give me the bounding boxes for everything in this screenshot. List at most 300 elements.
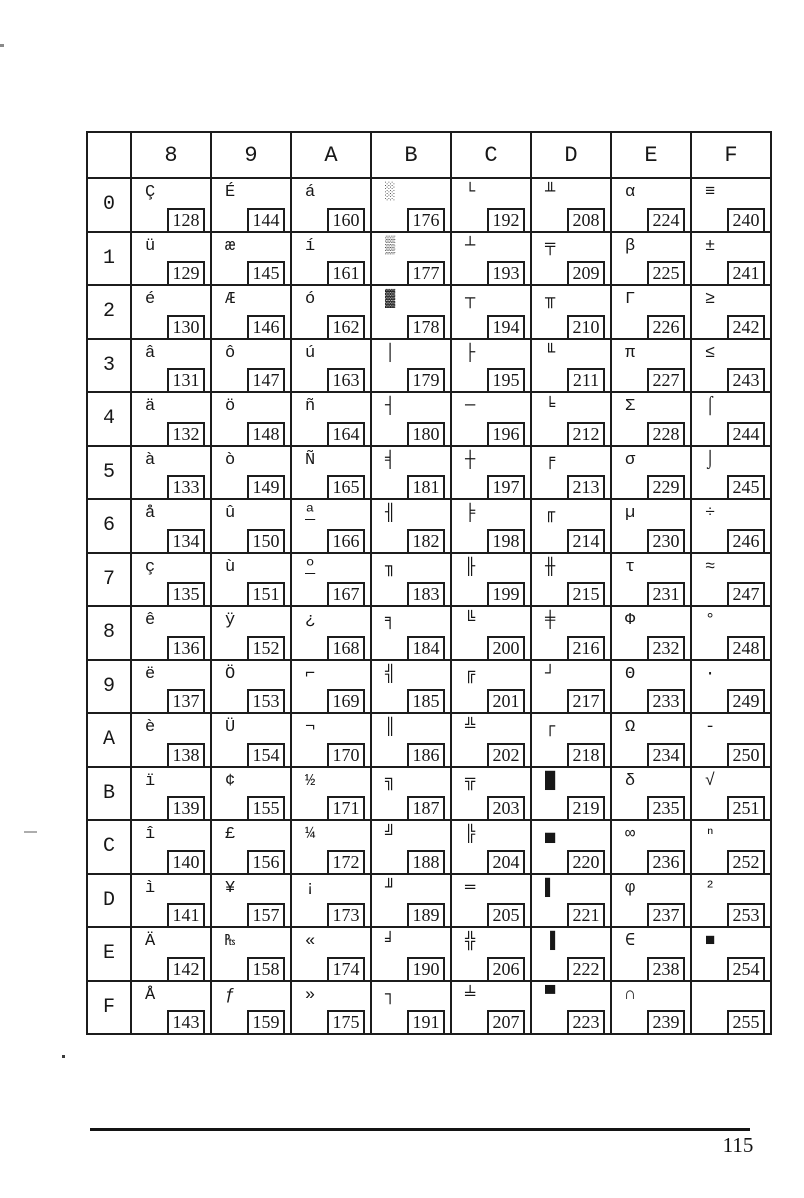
char-cell-193 [451, 232, 531, 286]
table-row-5 [87, 446, 771, 500]
char-glyph: ∞ [625, 825, 636, 844]
char-code-box: 228 [647, 422, 685, 447]
char-glyph: ├ [465, 343, 476, 363]
char-code-box: 239 [647, 1010, 685, 1035]
char-cell-130 [131, 285, 211, 339]
char-glyph: Æ [225, 290, 236, 309]
char-cell-210 [531, 285, 611, 339]
char-code-box: 180 [407, 422, 445, 447]
char-glyph: ┌ [545, 718, 556, 737]
char-cell-214 [531, 499, 611, 553]
char-code-box: 204 [487, 850, 525, 875]
char-cell-180 [371, 392, 451, 446]
char-code-box: 139 [167, 796, 205, 821]
char-code-box: 151 [247, 582, 285, 607]
char-glyph: ╦ [465, 771, 476, 791]
char-code-box: 188 [407, 850, 445, 875]
char-code-box: 176 [407, 208, 445, 233]
char-cell-195 [451, 339, 531, 393]
char-cell-208 [531, 178, 611, 232]
char-cell-204 [451, 820, 531, 874]
row-header-E: E [87, 927, 131, 981]
char-glyph: α [625, 183, 636, 202]
char-code-box: 148 [247, 422, 285, 447]
char-code-box: 160 [327, 208, 365, 233]
char-glyph: ¡ [305, 878, 316, 898]
char-cell-128 [131, 178, 211, 232]
char-code-box: 197 [487, 475, 525, 500]
footer-rule [90, 1128, 750, 1131]
char-code-box: 143 [167, 1010, 205, 1035]
column-header-E: E [611, 132, 691, 178]
char-code-box: 155 [247, 796, 285, 821]
column-header-C: C [451, 132, 531, 178]
char-cell-234 [611, 713, 691, 767]
char-cell-186 [371, 713, 451, 767]
char-cell-156 [211, 820, 291, 874]
char-cell-249 [691, 660, 771, 714]
char-cell-205 [451, 874, 531, 928]
char-glyph: â [145, 343, 156, 363]
char-cell-230 [611, 499, 691, 553]
char-glyph: σ [625, 450, 636, 470]
char-glyph: Γ [625, 290, 636, 309]
char-cell-188 [371, 820, 451, 874]
char-cell-140 [131, 820, 211, 874]
char-cell-191 [371, 981, 451, 1035]
char-cell-147 [211, 339, 291, 393]
char-glyph: ╙ [545, 343, 556, 363]
char-glyph: ± [705, 236, 716, 256]
column-header-D: D [531, 132, 611, 178]
char-glyph: ╓ [545, 504, 556, 523]
char-glyph: ü [145, 236, 156, 256]
char-code-box: 214 [567, 529, 605, 554]
char-glyph: Ç [145, 183, 156, 202]
char-cell-138 [131, 713, 211, 767]
row-header-4: 4 [87, 392, 131, 446]
char-glyph: º [305, 557, 316, 577]
char-glyph: ≡ [705, 183, 716, 202]
char-glyph: ¬ [305, 718, 316, 737]
char-glyph: ╨ [545, 183, 556, 202]
char-code-box: 221 [567, 903, 605, 928]
char-code-box: 212 [567, 422, 605, 447]
char-glyph: ╗ [385, 771, 396, 791]
row-header-A: A [87, 713, 131, 767]
char-glyph: î [145, 825, 156, 844]
char-code-box: 209 [567, 261, 605, 286]
char-code-box: 216 [567, 636, 605, 661]
char-glyph: ╒ [545, 450, 556, 470]
char-code-box: 249 [727, 689, 765, 714]
char-glyph: ≈ [705, 557, 716, 577]
char-code-box: 130 [167, 315, 205, 340]
char-cell-172 [291, 820, 371, 874]
char-cell-162 [291, 285, 371, 339]
char-glyph: Ä [145, 932, 156, 951]
char-glyph: ╠ [465, 825, 476, 844]
char-code-box: 200 [487, 636, 525, 661]
char-cell-207 [451, 981, 531, 1035]
char-code-box: 198 [487, 529, 525, 554]
char-code-box: 241 [727, 261, 765, 286]
char-glyph: δ [625, 771, 636, 791]
char-cell-218 [531, 713, 611, 767]
char-code-box: 211 [567, 368, 605, 393]
char-cell-206 [451, 927, 531, 981]
row-header-5: 5 [87, 446, 131, 500]
scan-artifact [24, 831, 37, 833]
char-code-box: 174 [327, 957, 365, 982]
char-cell-139 [131, 767, 211, 821]
char-glyph: ù [225, 557, 236, 577]
table-row-A [87, 713, 771, 767]
char-cell-215 [531, 553, 611, 607]
char-glyph: ▄ [545, 825, 556, 844]
page-number: 115 [722, 1133, 754, 1157]
char-code-box: 152 [247, 636, 285, 661]
char-cell-223 [531, 981, 611, 1035]
char-code-box: 184 [407, 636, 445, 661]
char-cell-254 [691, 927, 771, 981]
char-code-box: 170 [327, 743, 365, 768]
char-cell-184 [371, 606, 451, 660]
char-cell-169 [291, 660, 371, 714]
table-row-6 [87, 499, 771, 553]
char-glyph: ú [305, 343, 316, 363]
char-code-box: 132 [167, 422, 205, 447]
char-glyph: » [305, 985, 316, 1005]
char-glyph: √ [705, 771, 716, 791]
char-code-box: 248 [727, 636, 765, 661]
char-cell-238 [611, 927, 691, 981]
char-code-box: 165 [327, 475, 365, 500]
char-glyph: ƒ [225, 985, 236, 1005]
char-cell-190 [371, 927, 451, 981]
char-cell-163 [291, 339, 371, 393]
char-code-box: 149 [247, 475, 285, 500]
char-code-box: 161 [327, 261, 365, 286]
char-cell-225 [611, 232, 691, 286]
char-code-box: 207 [487, 1010, 525, 1035]
char-cell-154 [211, 713, 291, 767]
char-cell-174 [291, 927, 371, 981]
char-cell-203 [451, 767, 531, 821]
table-row-4 [87, 392, 771, 446]
char-glyph: ╝ [385, 825, 396, 844]
char-glyph: ä [145, 397, 156, 416]
char-code-box: 173 [327, 903, 365, 928]
char-cell-252 [691, 820, 771, 874]
char-cell-164 [291, 392, 371, 446]
char-code-box: 179 [407, 368, 445, 393]
char-glyph: Ü [225, 718, 236, 737]
char-glyph: ╬ [465, 932, 476, 951]
char-code-box: 183 [407, 582, 445, 607]
table-row-8 [87, 606, 771, 660]
char-glyph: ■ [705, 932, 716, 951]
char-cell-243 [691, 339, 771, 393]
char-code-box: 242 [727, 315, 765, 340]
table-row-2 [87, 285, 771, 339]
char-glyph: ╪ [545, 611, 556, 630]
row-header-F: F [87, 981, 131, 1035]
char-code-box: 224 [647, 208, 685, 233]
char-cell-145 [211, 232, 291, 286]
corner-cell [87, 132, 131, 178]
char-code-box: 162 [327, 315, 365, 340]
char-glyph: ┼ [465, 450, 476, 470]
char-code-box: 231 [647, 582, 685, 607]
char-cell-165 [291, 446, 371, 500]
table-row-B [87, 767, 771, 821]
row-header-8: 8 [87, 606, 131, 660]
char-code-box: 217 [567, 689, 605, 714]
table-row-D [87, 874, 771, 928]
char-code-box: 128 [167, 208, 205, 233]
char-cell-153 [211, 660, 291, 714]
char-cell-198 [451, 499, 531, 553]
char-glyph: ≤ [705, 343, 716, 363]
char-cell-216 [531, 606, 611, 660]
char-glyph: ╕ [385, 611, 396, 630]
char-code-box: 146 [247, 315, 285, 340]
char-cell-213 [531, 446, 611, 500]
char-code-box: 141 [167, 903, 205, 928]
row-header-6: 6 [87, 499, 131, 553]
char-cell-251 [691, 767, 771, 821]
char-code-box: 202 [487, 743, 525, 768]
char-cell-132 [131, 392, 211, 446]
char-code-box: 229 [647, 475, 685, 500]
char-code-box: 240 [727, 208, 765, 233]
char-cell-134 [131, 499, 211, 553]
char-code-box: 157 [247, 903, 285, 928]
char-glyph: ║ [385, 718, 396, 737]
char-code-box: 225 [647, 261, 685, 286]
char-code-box: 252 [727, 850, 765, 875]
char-cell-133 [131, 446, 211, 500]
char-glyph: ┤ [385, 397, 396, 416]
char-code-box: 218 [567, 743, 605, 768]
char-glyph: ╛ [385, 932, 396, 951]
char-code-box: 135 [167, 582, 205, 607]
char-cell-245 [691, 446, 771, 500]
char-glyph: á [305, 183, 316, 202]
char-glyph: ╟ [465, 557, 476, 577]
char-glyph: ∙ [705, 664, 716, 684]
char-cell-150 [211, 499, 291, 553]
char-glyph: ì [145, 878, 156, 898]
char-glyph: ╩ [465, 718, 476, 737]
row-header-C: C [87, 820, 131, 874]
char-code-box: 163 [327, 368, 365, 393]
char-cell-148 [211, 392, 291, 446]
char-code-box: 129 [167, 261, 205, 286]
char-glyph: ï [145, 771, 156, 791]
table-row-3 [87, 339, 771, 393]
char-code-box: 147 [247, 368, 285, 393]
char-cell-228 [611, 392, 691, 446]
char-glyph: Å [145, 985, 156, 1005]
char-cell-170 [291, 713, 371, 767]
char-cell-211 [531, 339, 611, 393]
char-cell-152 [211, 606, 291, 660]
char-cell-237 [611, 874, 691, 928]
char-cell-242 [691, 285, 771, 339]
char-code-box: 201 [487, 689, 525, 714]
char-code-box: 208 [567, 208, 605, 233]
char-glyph: Θ [625, 664, 636, 684]
char-glyph: è [145, 718, 156, 737]
char-glyph: ò [225, 450, 236, 470]
char-code-box: 206 [487, 957, 525, 982]
char-glyph: å [145, 504, 156, 523]
char-cell-146 [211, 285, 291, 339]
char-cell-253 [691, 874, 771, 928]
char-cell-167 [291, 553, 371, 607]
char-code-box: 213 [567, 475, 605, 500]
scan-artifact [0, 44, 4, 47]
char-cell-131 [131, 339, 211, 393]
char-cell-178 [371, 285, 451, 339]
char-code-box: 159 [247, 1010, 285, 1035]
char-glyph: ë [145, 664, 156, 684]
char-glyph: ╥ [545, 290, 556, 309]
column-header-A: A [291, 132, 371, 178]
char-code-box: 199 [487, 582, 525, 607]
char-code-box: 220 [567, 850, 605, 875]
char-code-box: 215 [567, 582, 605, 607]
char-code-box: 178 [407, 315, 445, 340]
char-glyph: É [225, 183, 236, 202]
char-cell-173 [291, 874, 371, 928]
char-code-box: 166 [327, 529, 365, 554]
char-glyph: £ [225, 825, 236, 844]
char-glyph: ∩ [625, 985, 636, 1005]
char-glyph: ╔ [465, 664, 476, 684]
char-code-box: 186 [407, 743, 445, 768]
char-code-box: 193 [487, 261, 525, 286]
char-glyph: π [625, 343, 636, 363]
char-cell-226 [611, 285, 691, 339]
char-glyph: ╤ [545, 236, 556, 256]
char-glyph: ° [705, 611, 716, 630]
char-glyph: ╜ [385, 878, 396, 898]
char-glyph: ¥ [225, 878, 236, 898]
char-cell-183 [371, 553, 451, 607]
column-header-F: F [691, 132, 771, 178]
char-cell-189 [371, 874, 451, 928]
char-glyph: ╢ [385, 504, 396, 523]
char-glyph: ½ [305, 771, 316, 791]
char-glyph: ª [305, 504, 316, 523]
char-glyph: ⌠ [705, 397, 716, 416]
char-cell-144 [211, 178, 291, 232]
char-cell-182 [371, 499, 451, 553]
char-cell-176 [371, 178, 451, 232]
char-cell-224 [611, 178, 691, 232]
char-code-box: 189 [407, 903, 445, 928]
char-glyph: - [705, 718, 716, 737]
char-glyph: é [145, 290, 156, 309]
char-cell-141 [131, 874, 211, 928]
table-row-9 [87, 660, 771, 714]
char-cell-158 [211, 927, 291, 981]
char-cell-160 [291, 178, 371, 232]
char-code-box: 245 [727, 475, 765, 500]
char-code-box: 182 [407, 529, 445, 554]
char-code-box: 247 [727, 582, 765, 607]
column-header-9: 9 [211, 132, 291, 178]
char-glyph: ö [225, 397, 236, 416]
character-code-table [86, 131, 772, 1035]
char-code-box: 234 [647, 743, 685, 768]
char-cell-247 [691, 553, 771, 607]
char-glyph: └ [465, 183, 476, 202]
char-cell-159 [211, 981, 291, 1035]
column-header-B: B [371, 132, 451, 178]
table-row-E [87, 927, 771, 981]
char-code-box: 190 [407, 957, 445, 982]
char-cell-220 [531, 820, 611, 874]
char-cell-151 [211, 553, 291, 607]
char-code-box: 153 [247, 689, 285, 714]
char-glyph: û [225, 504, 236, 523]
char-glyph: ê [145, 611, 156, 630]
row-header-B: B [87, 767, 131, 821]
char-cell-241 [691, 232, 771, 286]
char-cell-246 [691, 499, 771, 553]
char-glyph: ÷ [705, 504, 716, 523]
char-cell-194 [451, 285, 531, 339]
char-cell-135 [131, 553, 211, 607]
char-glyph: ╖ [385, 557, 396, 577]
row-header-9: 9 [87, 660, 131, 714]
table-row-1 [87, 232, 771, 286]
char-cell-244 [691, 392, 771, 446]
char-glyph: Σ [625, 397, 636, 416]
char-cell-196 [451, 392, 531, 446]
char-code-box: 142 [167, 957, 205, 982]
char-glyph: ▓ [385, 290, 396, 309]
char-code-box: 250 [727, 743, 765, 768]
char-code-box: 136 [167, 636, 205, 661]
char-glyph: ╫ [545, 557, 556, 577]
char-glyph: ñ [305, 397, 316, 416]
char-glyph: τ [625, 557, 636, 577]
table-row-F [87, 981, 771, 1035]
char-code-box: 255 [727, 1010, 765, 1035]
char-code-box: 203 [487, 796, 525, 821]
char-cell-197 [451, 446, 531, 500]
char-cell-161 [291, 232, 371, 286]
char-cell-157 [211, 874, 291, 928]
char-cell-143 [131, 981, 211, 1035]
char-cell-236 [611, 820, 691, 874]
char-glyph: ∈ [625, 932, 636, 951]
char-code-box: 205 [487, 903, 525, 928]
char-cell-185 [371, 660, 451, 714]
char-glyph: ≥ [705, 290, 716, 309]
row-header-1: 1 [87, 232, 131, 286]
row-header-3: 3 [87, 339, 131, 393]
char-cell-199 [451, 553, 531, 607]
char-cell-240 [691, 178, 771, 232]
char-glyph: ╚ [465, 611, 476, 630]
table-row-7 [87, 553, 771, 607]
